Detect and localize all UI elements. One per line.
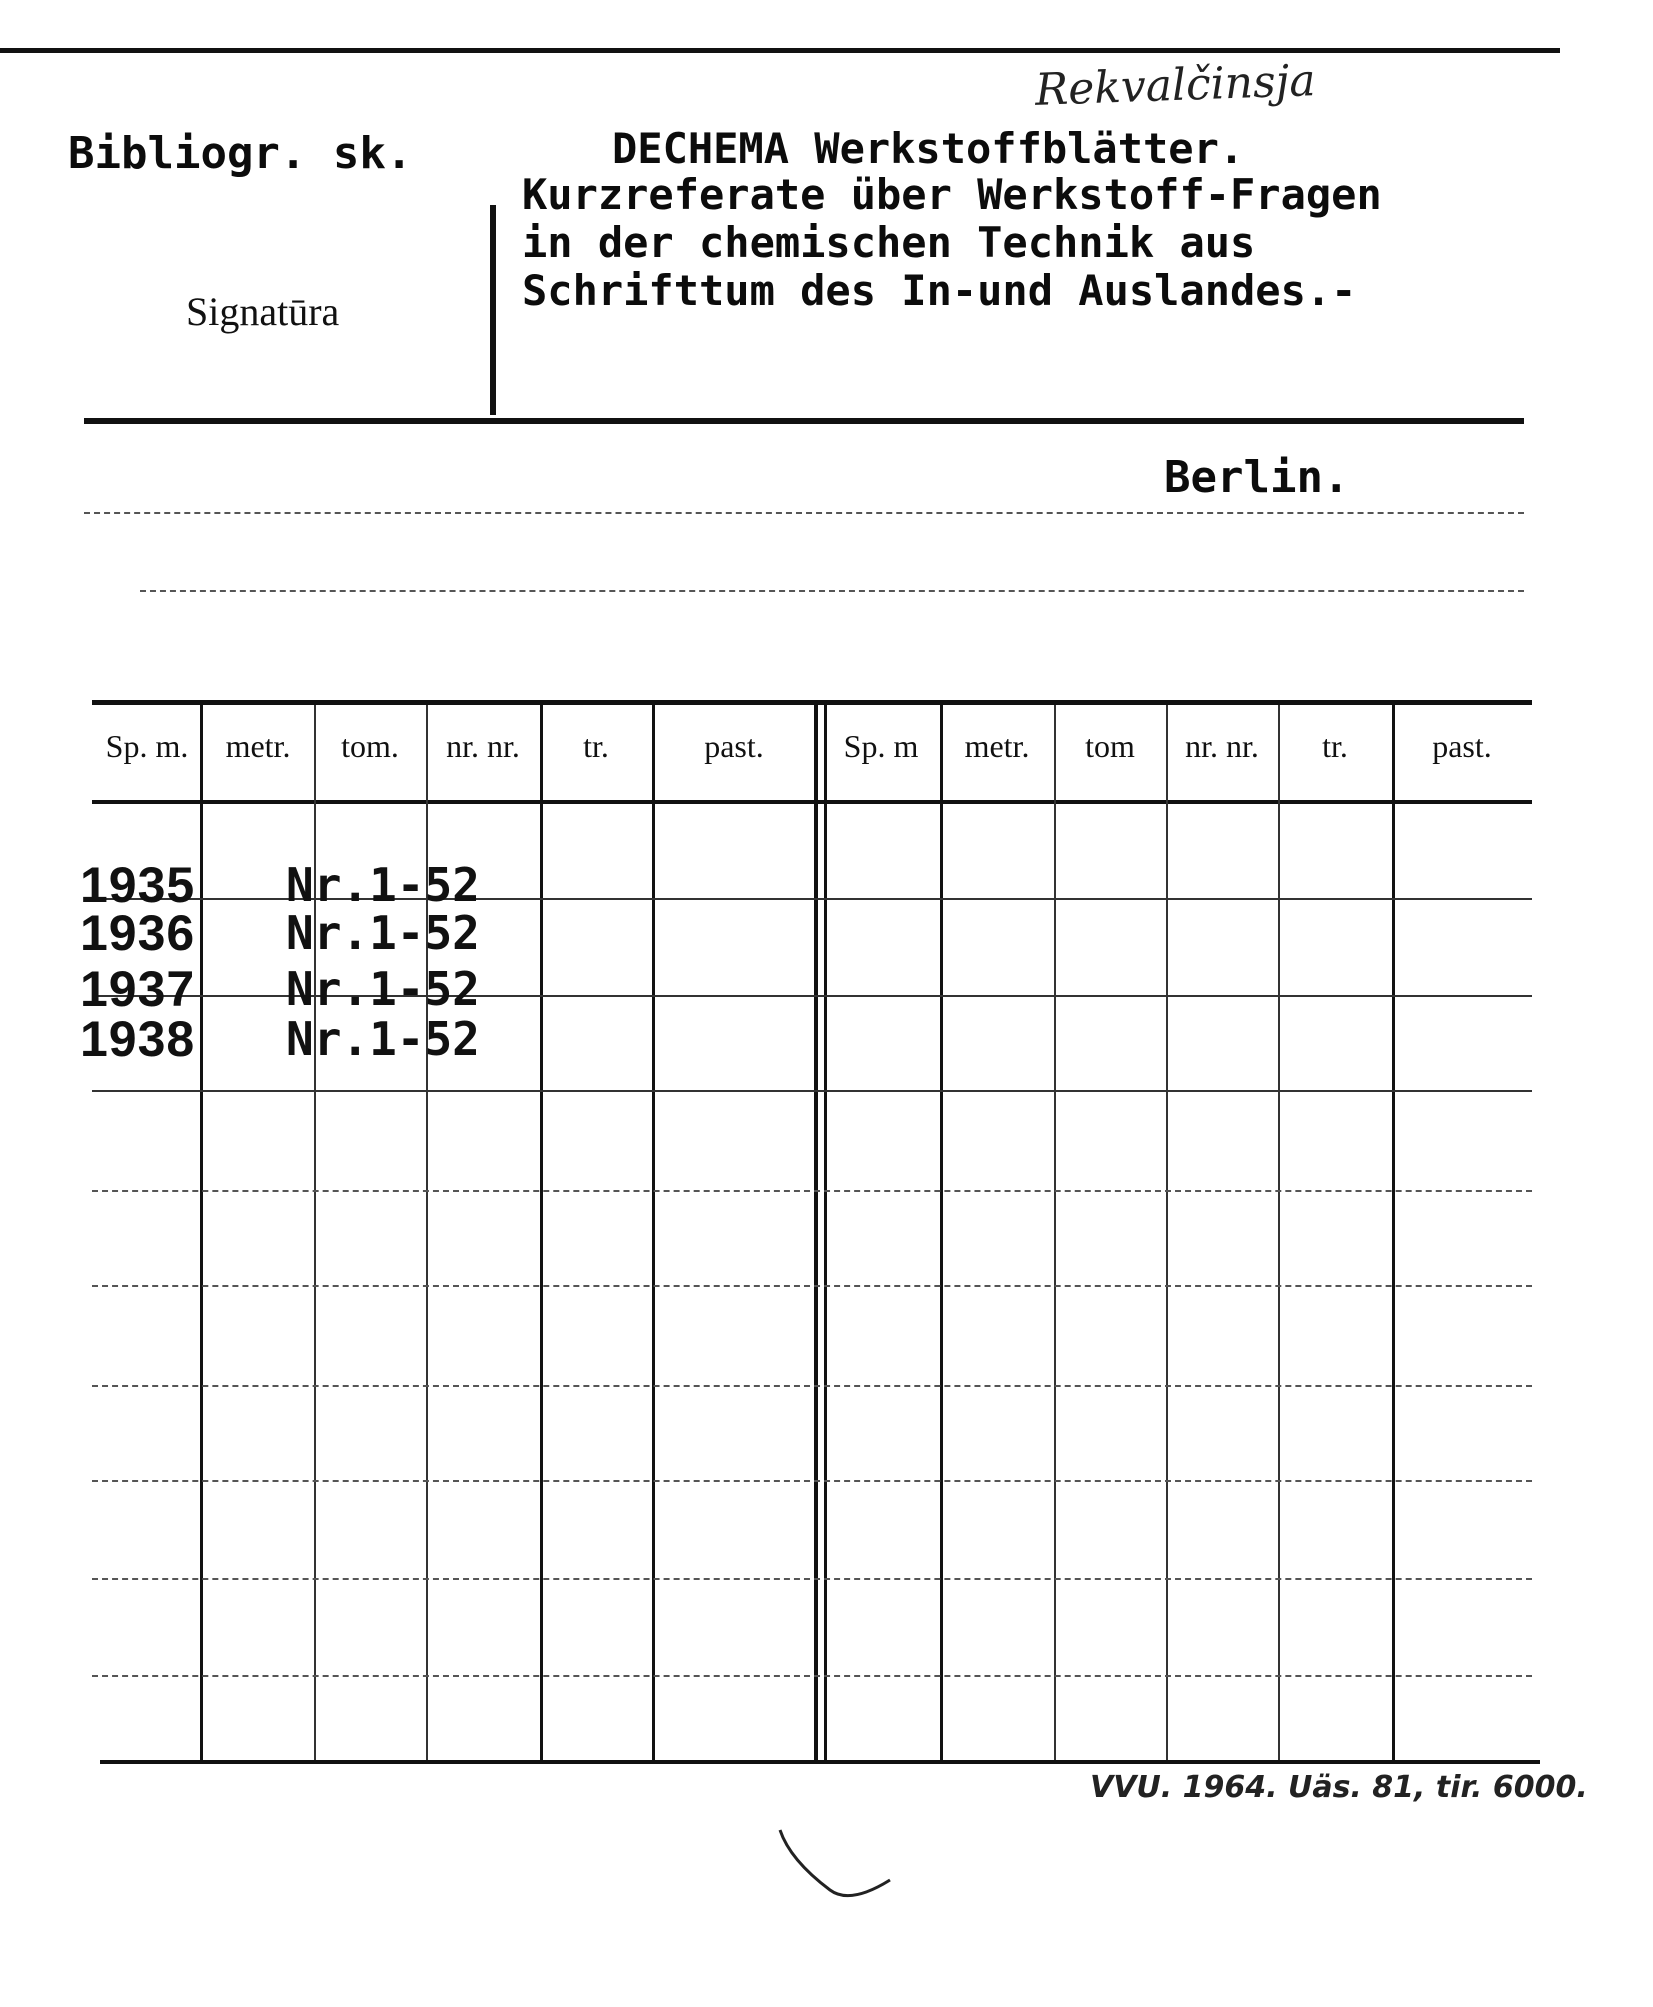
entry-year: 1938: [80, 1011, 196, 1067]
col-header-tr-right: tr.: [1322, 728, 1348, 764]
entry-year: 1937: [80, 961, 196, 1017]
col-line: [540, 705, 543, 1760]
col-line: [1392, 705, 1395, 1760]
entry-numbers: Nr.1-52: [286, 858, 480, 912]
col-header-tr-left: tr.: [583, 728, 609, 764]
entry-year: 1936: [80, 905, 196, 961]
bibliography-label: Bibliogr. sk.: [68, 128, 413, 179]
col-divider-double: [814, 705, 818, 1760]
row-line: [92, 1578, 1532, 1580]
col-header-metr-left: metr.: [225, 728, 291, 764]
title-line-1: DECHEMA Werkstoffblätter.: [612, 124, 1245, 173]
col-line: [200, 705, 203, 1760]
header-divider: [490, 205, 496, 415]
row-line: [92, 1480, 1532, 1482]
entry-year: 1935: [80, 857, 196, 913]
title-line-3: in der chemischen Technik aus: [522, 218, 1256, 267]
row-line: [92, 1385, 1532, 1387]
row-line: [92, 1285, 1532, 1287]
entry-numbers: Nr.1-52: [286, 1012, 480, 1066]
col-line: [940, 705, 943, 1760]
signature-label: Signatūra: [186, 289, 340, 334]
row-line: [92, 1090, 1532, 1092]
card-curve-mark: [770, 1820, 910, 1940]
curve-path: [780, 1830, 890, 1896]
col-header-sp-m-right: Sp. m: [843, 728, 919, 764]
col-line: [652, 705, 655, 1760]
col-header-sp-m-left: Sp. m.: [105, 728, 189, 764]
table-bottom-rule: [100, 1760, 1540, 1764]
entry-numbers: Nr.1-52: [286, 906, 480, 960]
print-note: VVU. 1964. Uäs. 81, tir. 6000.: [1090, 1770, 1588, 1805]
entry-numbers: Nr.1-52: [286, 962, 480, 1016]
title-line-2: Kurzreferate über Werkstoff-Fragen: [522, 170, 1382, 219]
header-separator: [84, 418, 1524, 424]
blank-line: [84, 512, 1524, 514]
row-line: [92, 1675, 1532, 1677]
blank-line: [140, 590, 1524, 592]
card-top-border: [0, 48, 1560, 53]
col-header-nrnr-left: nr. nr.: [446, 728, 520, 764]
title-line-4: Schrifttum des In-und Auslandes.-: [522, 266, 1357, 315]
col-header-metr-right: metr.: [964, 728, 1030, 764]
place-label: Berlin.: [1164, 452, 1350, 503]
col-line: [1278, 705, 1280, 1760]
col-header-tom-left: tom.: [341, 728, 399, 764]
col-line: [1166, 705, 1168, 1760]
table-header-rule: [92, 800, 1532, 804]
table-top-rule: [92, 700, 1532, 705]
col-header-past-right: past.: [1432, 728, 1492, 764]
col-line: [1054, 705, 1056, 1760]
handwritten-note: Rekvalčinsja: [1034, 55, 1317, 116]
col-header-tom-right: tom: [1085, 728, 1135, 764]
col-header-past-left: past.: [704, 728, 764, 764]
row-line: [92, 1190, 1532, 1192]
col-divider-double: [824, 705, 827, 1760]
col-header-nrnr-right: nr. nr.: [1185, 728, 1259, 764]
